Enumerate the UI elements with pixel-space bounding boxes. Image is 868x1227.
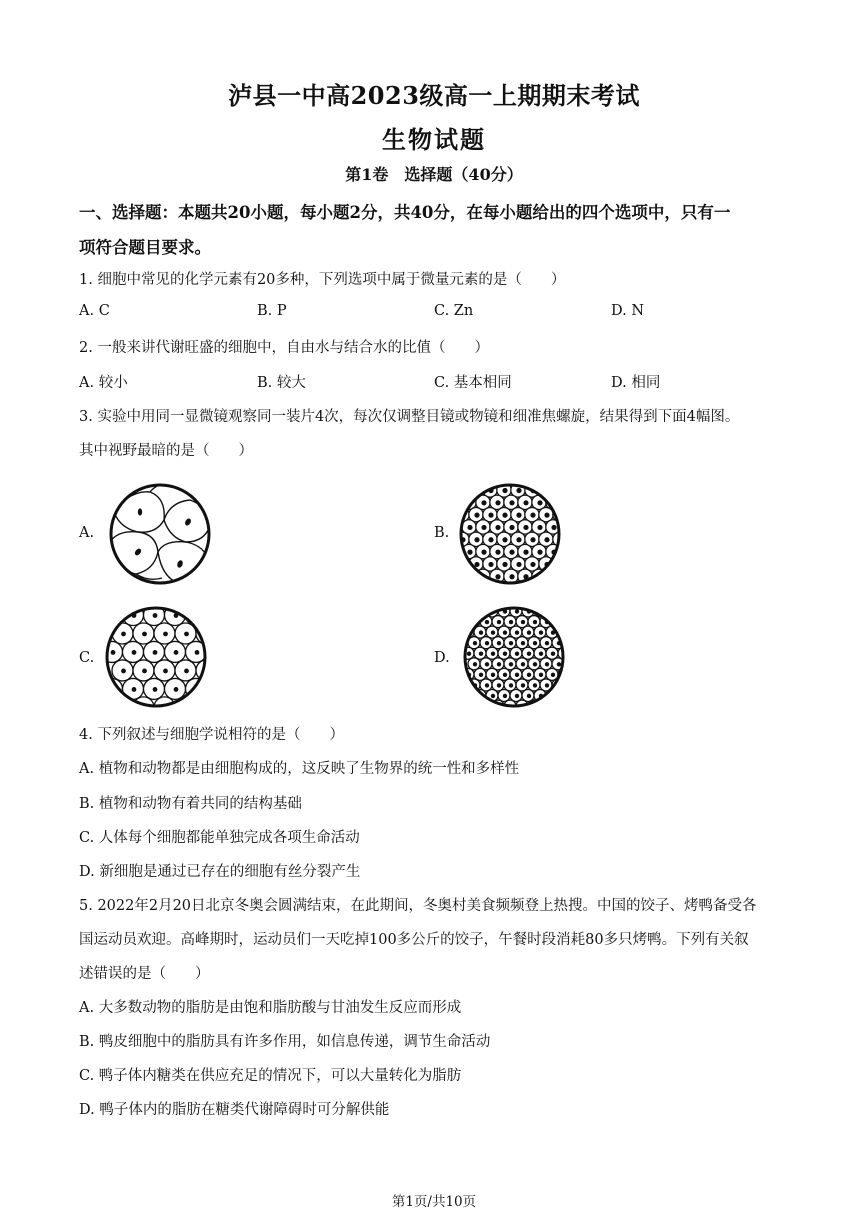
view-d-nucleus-32 <box>467 652 471 656</box>
view-d-nucleus-47 <box>545 662 549 666</box>
view-b-nucleus-19 <box>544 513 549 518</box>
view-d-nucleus-62 <box>509 683 513 687</box>
view-b-nucleus-44 <box>460 562 465 567</box>
view-b-nucleus-5 <box>544 488 549 493</box>
view-d-nucleus-69 <box>503 694 507 698</box>
question-4-option-d: D. 新细胞是通过已存在的细胞有丝分裂产生 <box>79 864 361 880</box>
view-c-nucleus-10 <box>111 650 116 655</box>
microscope-view-a <box>108 482 212 586</box>
view-b-nucleus-49 <box>530 562 535 567</box>
view-c-nucleus-16 <box>142 669 147 674</box>
view-b-nucleus-14 <box>474 513 479 518</box>
view-d-nucleus-56 <box>539 673 543 677</box>
view-b-nucleus-31 <box>488 537 493 542</box>
view-b-nucleus-42 <box>537 550 542 555</box>
view-c-nucleus-6 <box>142 632 147 637</box>
view-c-nucleus-17 <box>163 669 168 674</box>
view-d-nucleus-29 <box>545 641 549 645</box>
view-d-cell-31 <box>564 637 566 649</box>
view-b-nucleus-17 <box>516 513 521 518</box>
question-5-option-d: D. 鸭子体内的脂肪在糖类代谢障碍时可分解供能 <box>79 1102 390 1118</box>
view-d-nucleus-54 <box>515 673 519 677</box>
view-d-nucleus-44 <box>509 662 513 666</box>
view-d-nucleus-33 <box>479 652 483 656</box>
view-d-nucleus-26 <box>509 641 513 645</box>
view-b-cell-61 <box>525 581 539 586</box>
question-5-stem-line2: 国运动员欢迎。高峰期时，运动员们一天吃掉100多公斤的饺子，午餐时段消耗80多只烤鸭。下列有关叙 <box>79 932 749 948</box>
question-2-option-a: A. 较小 <box>79 375 128 391</box>
view-d-nucleus-3 <box>515 609 519 613</box>
view-d-nucleus-7 <box>485 620 489 624</box>
view-b-nucleus-30 <box>474 537 479 542</box>
view-d-nucleus-58 <box>563 673 566 677</box>
view-d-nucleus-35 <box>503 652 507 656</box>
view-b-nucleus-25 <box>523 525 528 530</box>
view-b-nucleus-9 <box>509 500 514 505</box>
view-b-nucleus-10 <box>523 500 528 505</box>
view-d-nucleus-16 <box>491 630 495 634</box>
microscope-view-d <box>462 605 566 709</box>
view-d-cell-13 <box>552 616 564 628</box>
view-d-nucleus-65 <box>545 683 549 687</box>
view-d-nucleus-23 <box>473 641 477 645</box>
view-b-nucleus-2 <box>502 488 507 493</box>
question-4-stem: 4. 下列叙述与细胞学说相符的是（ ） <box>79 727 344 743</box>
view-d-cell-0 <box>474 605 486 617</box>
microscope-view-c <box>104 605 208 709</box>
view-b-nucleus-11 <box>537 500 542 505</box>
section-instruction-line1: 一、选择题：本题共20小题，每小题2分，共40分，在每小题给出的四个选项中，只有一 <box>79 203 731 222</box>
microscope-view-b <box>458 482 562 586</box>
question-1-option-c: C. Zn <box>434 303 474 319</box>
view-d-nucleus-53 <box>503 673 507 677</box>
view-c-nucleus-23 <box>174 687 179 692</box>
view-d-nucleus-37 <box>527 652 531 656</box>
volume-heading: 第1卷 选择题（40分） <box>345 165 523 184</box>
view-b-nucleus-54 <box>495 574 500 579</box>
view-b-nucleus-12 <box>551 500 556 505</box>
view-b-nucleus-3 <box>516 488 521 493</box>
view-d-nucleus-15 <box>479 630 483 634</box>
view-b-nucleus-45 <box>474 562 479 567</box>
view-c-nucleus-22 <box>153 687 158 692</box>
view-d-nucleus-64 <box>533 683 537 687</box>
view-d-nucleus-27 <box>521 641 525 645</box>
view-b-nucleus-24 <box>509 525 514 530</box>
view-d-nucleus-9 <box>509 620 513 624</box>
view-d-nucleus-74 <box>485 704 489 708</box>
view-c-nucleus-15 <box>121 669 126 674</box>
question-5-option-b: B. 鸭皮细胞中的脂肪具有许多作用，如信息传递，调节生命活动 <box>79 1034 491 1050</box>
view-d-nucleus-22 <box>563 630 566 634</box>
view-b-nucleus-40 <box>509 550 514 555</box>
view-b-nucleus-32 <box>502 537 507 542</box>
view-b-nucleus-39 <box>495 550 500 555</box>
question-4-option-c: C. 人体每个细胞都能单独完成各项生命活动 <box>79 830 360 846</box>
view-b-nucleus-18 <box>530 513 535 518</box>
section-instruction-line2: 项符合题目要求。 <box>79 238 211 257</box>
view-c-nucleus-12 <box>153 650 158 655</box>
view-b-cell-51 <box>553 557 562 571</box>
question-5-stem-line3: 述错误的是（ ） <box>79 966 210 982</box>
question-1-stem: 1. 细胞中常见的化学元素有20多种，下列选项中属于微量元素的是（ ） <box>79 272 566 288</box>
view-d-nucleus-48 <box>557 662 561 666</box>
view-b-nucleus-33 <box>516 537 521 542</box>
view-b-nucleus-37 <box>467 550 472 555</box>
question-4-option-a: A. 植物和动物都是由细胞构成的，这反映了生物界的统一性和多样性 <box>79 761 520 777</box>
view-b-nucleus-15 <box>488 513 493 518</box>
view-b-nucleus-38 <box>481 550 486 555</box>
view-b-nucleus-26 <box>537 525 542 530</box>
view-c-nucleus-20 <box>111 687 116 692</box>
view-d-nucleus-63 <box>521 683 525 687</box>
view-b-nucleus-20 <box>558 513 562 518</box>
view-d-nucleus-61 <box>497 683 501 687</box>
view-c-nucleus-11 <box>132 650 137 655</box>
view-d-nucleus-60 <box>485 683 489 687</box>
view-b-nucleus-55 <box>509 574 514 579</box>
question-5-option-c: C. 鸭子体内糖类在供应充足的情况下，可以大量转化为脂肪 <box>79 1068 462 1084</box>
view-b-nucleus-47 <box>502 562 507 567</box>
view-b-nucleus-7 <box>481 500 486 505</box>
view-d-nucleus-51 <box>479 673 483 677</box>
view-d-nucleus-0 <box>479 609 483 613</box>
view-d-nucleus-52 <box>491 673 495 677</box>
view-c-nucleus-8 <box>184 632 189 637</box>
view-c-nucleus-13 <box>174 650 179 655</box>
view-b-nucleus-48 <box>516 562 521 567</box>
view-b-nucleus-34 <box>530 537 535 542</box>
view-b-nucleus-51 <box>558 562 562 567</box>
view-d-nucleus-38 <box>539 652 543 656</box>
question-1-option-b: B. P <box>257 303 287 319</box>
view-b-nucleus-41 <box>523 550 528 555</box>
question-3-option-b: B. <box>434 525 450 541</box>
question-5-stem-line1: 5. 2022年2月20日北京冬奥会圆满结束，在此期间，冬奥村美食频频登上热搜。中国的饺子、烤鸭备受各 <box>79 898 757 914</box>
view-d-nucleus-11 <box>533 620 537 624</box>
view-c-nucleus-0 <box>111 613 116 618</box>
view-c-nucleus-21 <box>132 687 137 692</box>
view-c-nucleus-18 <box>184 669 189 674</box>
exam-title: 泸县一中高2023级高一上期期末考试 <box>228 81 640 110</box>
view-d-nucleus-57 <box>551 673 555 677</box>
question-4-option-b: B. 植物和动物有着共同的结构基础 <box>79 796 302 812</box>
view-b-nucleus-27 <box>551 525 556 530</box>
view-c-nucleus-25 <box>121 706 126 710</box>
view-c-nucleus-4 <box>195 613 200 618</box>
view-d-nucleus-8 <box>497 620 501 624</box>
view-d-nucleus-46 <box>533 662 537 666</box>
view-b-cell-52 <box>462 569 476 583</box>
question-3-stem-line2: 其中视野最暗的是（ ） <box>79 443 253 459</box>
view-d-nucleus-45 <box>521 662 525 666</box>
view-d-nucleus-78 <box>533 704 537 708</box>
view-d-nucleus-13 <box>557 620 561 624</box>
view-b-nucleus-52 <box>467 574 472 579</box>
view-d-nucleus-20 <box>539 630 543 634</box>
view-d-nucleus-43 <box>497 662 501 666</box>
view-c-nucleus-5 <box>121 632 126 637</box>
view-d-nucleus-71 <box>527 694 531 698</box>
view-b-nucleus-0 <box>474 488 479 493</box>
view-d-nucleus-5 <box>539 609 543 613</box>
view-b-nucleus-35 <box>544 537 549 542</box>
view-d-nucleus-42 <box>485 662 489 666</box>
view-b-nucleus-21 <box>467 525 472 530</box>
page-footer: 第1页/共10页 <box>391 1194 477 1210</box>
view-c-nucleus-14 <box>195 650 200 655</box>
view-c-nucleus-2 <box>153 613 158 618</box>
view-d-nucleus-10 <box>521 620 525 624</box>
view-b-nucleus-46 <box>488 562 493 567</box>
view-d-nucleus-55 <box>527 673 531 677</box>
view-d-nucleus-19 <box>527 630 531 634</box>
view-d-nucleus-24 <box>485 641 489 645</box>
view-d-nucleus-18 <box>515 630 519 634</box>
view-d-nucleus-41 <box>473 662 477 666</box>
question-1-option-a: A. C <box>79 303 110 319</box>
view-d-nucleus-70 <box>515 694 519 698</box>
view-b-nucleus-8 <box>495 500 500 505</box>
exam-subject: 生物试题 <box>382 125 486 154</box>
view-c-nucleus-7 <box>163 632 168 637</box>
view-d-nucleus-73 <box>551 694 555 698</box>
question-3-option-c: C. <box>79 650 95 666</box>
view-d-nucleus-39 <box>551 652 555 656</box>
view-b-nucleus-16 <box>502 513 507 518</box>
question-3-option-a: A. <box>79 525 95 541</box>
view-d-nucleus-17 <box>503 630 507 634</box>
question-5-option-a: A. 大多数动物的脂肪是由饱和脂肪酸与甘油发生反应而形成 <box>79 1000 462 1016</box>
view-d-nucleus-28 <box>533 641 537 645</box>
view-b-nucleus-22 <box>481 525 486 530</box>
view-d-nucleus-25 <box>497 641 501 645</box>
view-c-cell-24 <box>186 678 207 699</box>
view-d-nucleus-68 <box>491 694 495 698</box>
question-2-option-d: D. 相同 <box>611 375 661 391</box>
question-1-option-d: D. N <box>611 303 645 319</box>
view-c-nucleus-28 <box>184 706 189 710</box>
view-d-nucleus-34 <box>491 652 495 656</box>
question-3-option-d: D. <box>434 650 450 666</box>
view-b-nucleus-23 <box>495 525 500 530</box>
view-c-nucleus-9 <box>205 632 208 637</box>
question-2-option-c: C. 基本相同 <box>434 375 512 391</box>
view-d-nucleus-36 <box>515 652 519 656</box>
view-d-nucleus-66 <box>557 683 561 687</box>
view-c-nucleus-19 <box>205 669 208 674</box>
question-2-option-b: B. 较大 <box>257 375 306 391</box>
question-3-stem-line1: 3. 实验中用同一显微镜观察同一装片4次，每次仅调整目镜或物镜和细准焦螺旋，结果得到下面4幅图。 <box>79 409 740 425</box>
question-2-stem: 2. 一般来讲代谢旺盛的细胞中，自由水与结合水的比值（ ） <box>79 340 489 356</box>
